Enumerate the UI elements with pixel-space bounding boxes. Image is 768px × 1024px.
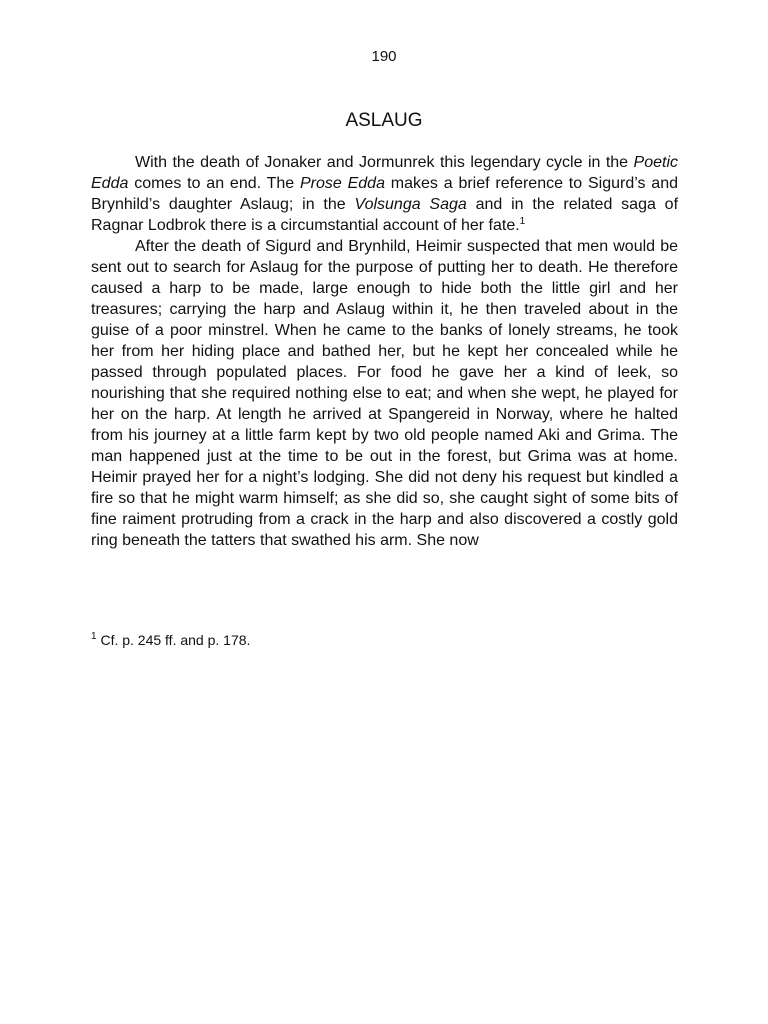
paragraph-2: After the death of Sigurd and Brynhild, Heimir suspected that men would be sent out to search for Aslaug for the purpose of putting her to death. He therefore caused a harp to be made, large enough to hide both the little girl and her treasures; carrying the harp and Aslaug within it, he then traveled about in the guise of a poor minstrel. When he came to the banks of lonely streams, he took her from her hiding place and bathed her, but he kept her concealed while he passed through populated places. For food he gave her a kind of leek, so nourishing that she required nothing else to eat; and when she wept, he played for her on the harp. At length he arrived at Spangereid in Norway, where he halted from his journey at a little farm kept by two old people named Aki and Grima. The man happened just at the time to be out in the forest, but Grima was at home. Heimir prayed her for a night’s lodging. She did not deny his request but kindled a fire so that he might warm himself; as she did so, she caught sight of some bits of fine raiment protruding from a crack in the harp and also discovered a costly gold ring beneath the tatters that swathed his arm. She now	[91, 238, 678, 549]
paragraph-1-text-4: and in the related saga of Ragnar Lodbrok there is a circumstantial account of her fate.	[91, 196, 679, 234]
footnote-reference: 1	[519, 216, 526, 227]
chapter-title: ASLAUG	[345, 110, 423, 131]
footnote-marker: 1	[91, 631, 97, 642]
title-poetic-edda: Poetic Edda	[91, 154, 678, 192]
footnote	[91, 632, 678, 648]
footnote-text: Cf. p. 245 ff. and p. 178.	[96, 632, 251, 648]
paragraph-1-text-1: With the death of Jonaker and Jormunrek this legendary cycle in the	[135, 154, 634, 171]
paragraph-1-text-3: makes a brief reference to Sigurd’s and Brynhild’s daughter Aslaug; in the	[91, 175, 679, 213]
title-volsunga-saga: Volsunga Saga	[354, 196, 467, 213]
page-number: 190	[371, 48, 397, 65]
paragraph-1	[91, 152, 678, 236]
body-text	[91, 152, 678, 551]
title-prose-edda: Prose Edda	[299, 175, 385, 192]
paragraph-1-text-2: comes to an end. The	[128, 175, 300, 192]
